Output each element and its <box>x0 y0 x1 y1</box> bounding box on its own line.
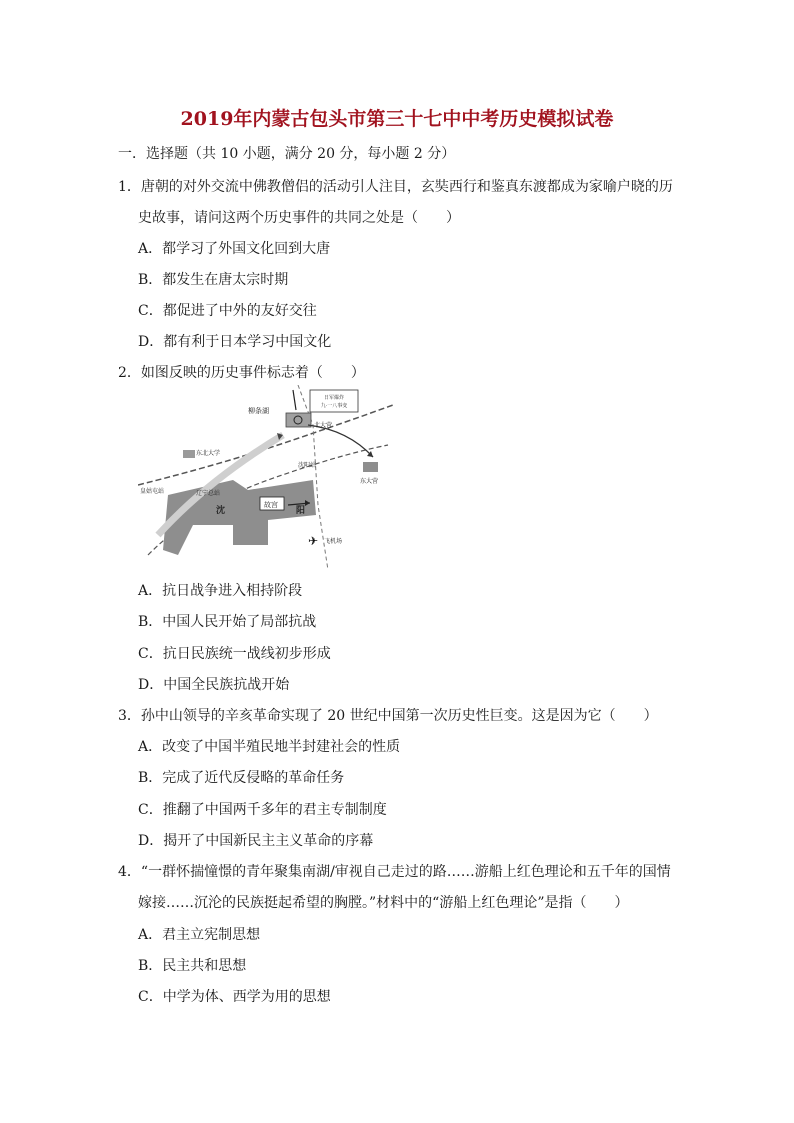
map-label: 沈阳站 <box>298 462 317 469</box>
map-label: 飞机场 <box>324 538 343 545</box>
question-text: “一群怀揣憧憬的青年聚集南湖/审视自己走过的路……游船上红色理论和五千年的国情 <box>140 864 671 880</box>
option-b[interactable]: B．都发生在唐太宗时期 <box>138 272 289 288</box>
question-3 <box>118 707 658 725</box>
question-4-continued: 嫁接……沉沦的民族挺起希望的胸膛。”材料中的“游船上红色理论”是指（ ） <box>138 895 629 911</box>
option-d[interactable]: D．揭开了中国新民主主义革命的序幕 <box>138 833 374 849</box>
option-d[interactable]: D．中国全民族抗战开始 <box>138 677 290 693</box>
question-4 <box>118 863 671 881</box>
question-number: 1． <box>118 179 141 195</box>
question-number: 4． <box>118 864 141 880</box>
map-label: 辽宁总站 <box>196 490 221 497</box>
airplane-icon: ✈ <box>308 534 319 548</box>
option-a[interactable]: A．改变了中国半殖民地半封建社会的性质 <box>138 739 401 755</box>
option-c[interactable]: C．抗日民族统一战线初步形成 <box>138 646 331 662</box>
mukden-incident-map <box>138 385 398 570</box>
option-d[interactable]: D．都有利于日本学习中国文化 <box>138 334 332 350</box>
option-c[interactable]: C．中学为体、西学为用的思想 <box>138 989 331 1005</box>
question-text: 孙中山领导的辛亥革命实现了 20 世纪中国第一次历史性巨变。这是因为它（ ） <box>140 708 658 724</box>
map-label: 阳 <box>296 506 306 516</box>
section-heading: 一．选择题（共 10 小题，满分 20 分，每小题 2 分） <box>118 146 456 162</box>
question-number: 3． <box>118 708 141 724</box>
option-b[interactable]: B．完成了近代反侵略的革命任务 <box>138 770 345 786</box>
option-c[interactable]: C．都促进了中外的友好交往 <box>138 303 317 319</box>
question-1 <box>118 178 673 196</box>
question-1-continued: 史故事，请问这两个历史事件的共同之处是（ ） <box>138 210 460 226</box>
question-number: 2． <box>118 365 141 381</box>
question-text: 唐朝的对外交流中佛教僧侣的活动引人注目，玄奘西行和鉴真东渡都成为家喻户晓的历 <box>140 179 673 195</box>
map-label: 故宫 <box>264 501 278 509</box>
option-a[interactable]: A．都学习了外国文化回到大唐 <box>138 241 331 257</box>
map-label: 东大营 <box>360 478 379 485</box>
map-box-top: 日军爆炸 <box>323 395 345 401</box>
map-label: 沈 <box>216 506 226 516</box>
option-b[interactable]: B．中国人民开始了局部抗战 <box>138 614 317 630</box>
option-c[interactable]: C．推翻了中国两千多年的君主专制制度 <box>138 802 387 818</box>
map-label: 柳条湖 <box>248 407 269 415</box>
map-label: 皇姑屯站 <box>140 488 165 495</box>
page-title: 2019年内蒙古包头市第三十七中中考历史模拟试卷 <box>180 108 614 130</box>
question-text: 如图反映的历史事件标志着（ ） <box>140 365 365 381</box>
map-label: 北大营 <box>314 422 333 429</box>
option-b[interactable]: B．民主共和思想 <box>138 958 247 974</box>
map-box-bottom: 九·一八事变 <box>320 403 348 409</box>
question-2 <box>118 364 365 382</box>
option-a[interactable]: A．抗日战争进入相持阶段 <box>138 583 303 599</box>
map-label: 东北大学 <box>196 450 221 457</box>
option-a[interactable]: A．君主立宪制思想 <box>138 927 261 943</box>
